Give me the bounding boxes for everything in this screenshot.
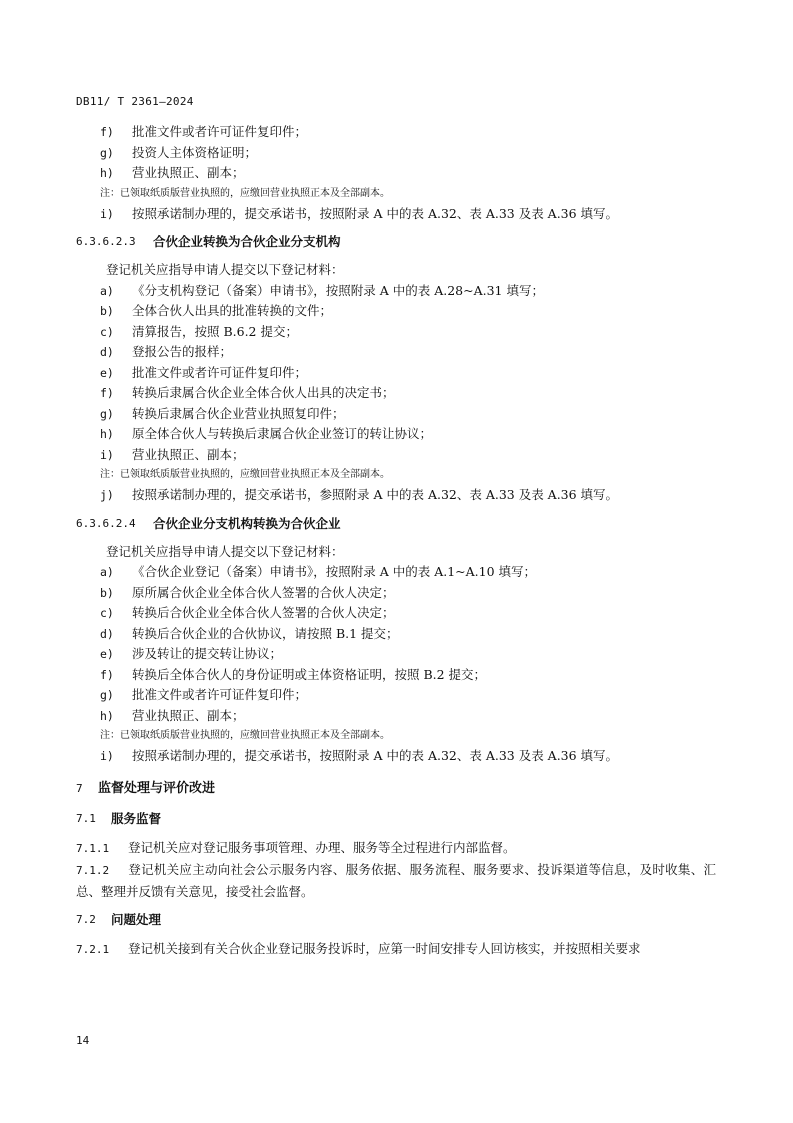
list-item <box>76 342 716 363</box>
list-item <box>76 583 716 604</box>
list-marker: f) <box>100 667 114 682</box>
list-item <box>76 122 716 143</box>
subsection-heading <box>76 514 716 534</box>
list-text: 转换后全体合伙人的身份证明或主体资格证明，按照 B.2 提交； <box>132 666 487 682</box>
list-marker: b) <box>100 585 114 600</box>
clause-text: 登记机关应主动向社会公示服务内容、服务依据、服务流程、服务要求、投诉渠道等信息，及时收集、汇总、整理并反馈有关意见，接受社会监督。 <box>76 861 716 899</box>
list-text: 《合伙企业登记（备案）申请书》，按照附录 A 中的表 A.1~A.10 填写； <box>132 564 537 579</box>
clause <box>76 859 716 902</box>
list-marker: c) <box>100 606 114 620</box>
list-marker: i) <box>100 447 114 462</box>
list-text: 原所属合伙企业全体合伙人签署的合伙人决定； <box>132 584 395 600</box>
list-text: 按照承诺制办理的，提交承诺书，按照附录 A 中的表 A.32、表 A.33 及表 A.36 填写。 <box>132 748 619 763</box>
list-text: 批准文件或者许可证件复印件； <box>132 687 308 702</box>
list-item <box>76 322 716 343</box>
list-text: 转换后合伙企业的合伙协议，请按照 B.1 提交； <box>132 625 399 641</box>
list-item <box>76 665 716 686</box>
list-marker: f) <box>100 125 114 139</box>
note: 注：已领取纸质版营业执照的，应缴回营业执照正本及全部副本。 <box>100 187 390 199</box>
intro-text: 登记机关应指导申请人提交以下登记材料： <box>106 543 344 559</box>
list-item <box>76 685 716 706</box>
list-marker: h) <box>100 166 114 180</box>
list-marker: h) <box>100 427 114 441</box>
section-title: 服务监督 <box>111 810 162 826</box>
subsection-title: 合伙企业转换为合伙企业分支机构 <box>153 234 341 249</box>
list-text: 涉及转让的提交转让协议； <box>132 646 283 661</box>
list-text: 营业执照正、副本； <box>132 165 245 180</box>
section-heading <box>76 910 716 930</box>
list-item <box>76 281 716 302</box>
list-marker: g) <box>100 406 114 421</box>
list-marker: d) <box>100 626 114 641</box>
list-marker: c) <box>100 324 114 339</box>
clause-number: 7.2.1 <box>76 942 110 956</box>
list-marker: h) <box>100 708 114 723</box>
list-marker: a) <box>100 565 114 579</box>
list-text: 营业执照正、副本； <box>132 446 245 462</box>
subsection-number: 6.3.6.2.4 <box>76 516 136 530</box>
note: 注：已领取纸质版营业执照的，应缴回营业执照正本及全部副本。 <box>100 469 390 480</box>
list-item <box>76 204 716 225</box>
document-code: DB11/ T 2361—2024 <box>76 95 194 108</box>
list-text: 转换后隶属合伙企业全体合伙人出具的决定书； <box>132 385 395 400</box>
list-item <box>76 485 716 506</box>
section-heading <box>76 809 716 829</box>
list-marker: i) <box>100 749 114 763</box>
page-content <box>76 122 716 960</box>
list-item <box>76 603 716 624</box>
list-marker: b) <box>100 304 114 318</box>
list-marker: e) <box>100 647 114 661</box>
list-text: 登报公告的报样； <box>132 344 233 359</box>
list-item <box>76 363 716 384</box>
list-text: 批准文件或者许可证件复印件； <box>132 364 308 380</box>
list-text: 按照承诺制办理的，提交承诺书，参照附录 A 中的表 A.32、表 A.33 及表 A.36 填写。 <box>132 487 619 502</box>
list-text: 营业执照正、副本； <box>132 707 245 723</box>
list-marker: d) <box>100 345 114 359</box>
section-number: 7.1 <box>76 811 96 825</box>
chapter-number: 7 <box>76 781 83 795</box>
materials-list <box>76 281 716 506</box>
list-item <box>76 746 716 767</box>
list-item <box>76 644 716 665</box>
clause <box>76 837 716 859</box>
clause <box>76 938 716 960</box>
list-item <box>76 445 716 466</box>
list-text: 全体合伙人出具的批准转换的文件； <box>132 303 333 318</box>
list-item <box>76 301 716 322</box>
list-text: 投资人主体资格证明； <box>132 144 258 160</box>
list-item <box>76 404 716 425</box>
list-item <box>76 143 716 164</box>
list-marker: f) <box>100 386 114 400</box>
list-block-continued <box>76 122 716 224</box>
list-marker: g) <box>100 145 114 160</box>
list-item <box>76 163 716 184</box>
list-item <box>76 562 716 583</box>
list-marker: g) <box>100 688 114 702</box>
list-marker: a) <box>100 283 114 298</box>
section-title: 问题处理 <box>111 911 162 927</box>
list-item <box>76 706 716 727</box>
clause-number: 7.1.2 <box>76 863 110 877</box>
clause-number: 7.1.1 <box>76 841 110 855</box>
clause-text: 登记机关应对登记服务事项管理、办理、服务等全过程进行内部监督。 <box>128 839 516 855</box>
list-text: 按照承诺制办理的，提交承诺书，按照附录 A 中的表 A.32、表 A.33 及表 A.36 填写。 <box>132 205 619 221</box>
subsection-number: 6.3.6.2.3 <box>76 235 136 248</box>
list-item <box>76 424 716 445</box>
list-marker: j) <box>100 488 114 502</box>
clause-text: 登记机关接到有关合伙企业登记服务投诉时，应第一时间安排专人回访核实，并按照相关要求 <box>128 940 641 956</box>
list-text: 《分支机构登记（备案）申请书》，按照附录 A 中的表 A.28~A.31 填写； <box>132 282 544 298</box>
intro-text: 登记机关应指导申请人提交以下登记材料： <box>106 262 344 277</box>
list-item <box>76 624 716 645</box>
subsection-title: 合伙企业分支机构转换为合伙企业 <box>153 515 341 531</box>
chapter-heading <box>76 779 716 799</box>
list-text: 批准文件或者许可证件复印件； <box>132 124 308 139</box>
section-number: 7.2 <box>76 912 96 926</box>
list-marker: i) <box>100 206 114 221</box>
list-text: 转换后隶属合伙企业营业执照复印件； <box>132 405 345 421</box>
list-text: 转换后合伙企业全体合伙人签署的合伙人决定； <box>132 605 395 620</box>
page-number: 14 <box>76 1034 90 1047</box>
chapter-title: 监督处理与评价改进 <box>98 780 216 796</box>
list-text: 原全体合伙人与转换后隶属合伙企业签订的转让协议； <box>132 426 433 441</box>
subsection-heading <box>76 232 716 252</box>
note: 注：已领取纸质版营业执照的，应缴回营业执照正本及全部副本。 <box>100 730 390 741</box>
materials-list <box>76 562 716 767</box>
list-text: 清算报告，按照 B.6.2 提交； <box>132 323 298 339</box>
list-item <box>76 383 716 404</box>
list-marker: e) <box>100 365 114 380</box>
